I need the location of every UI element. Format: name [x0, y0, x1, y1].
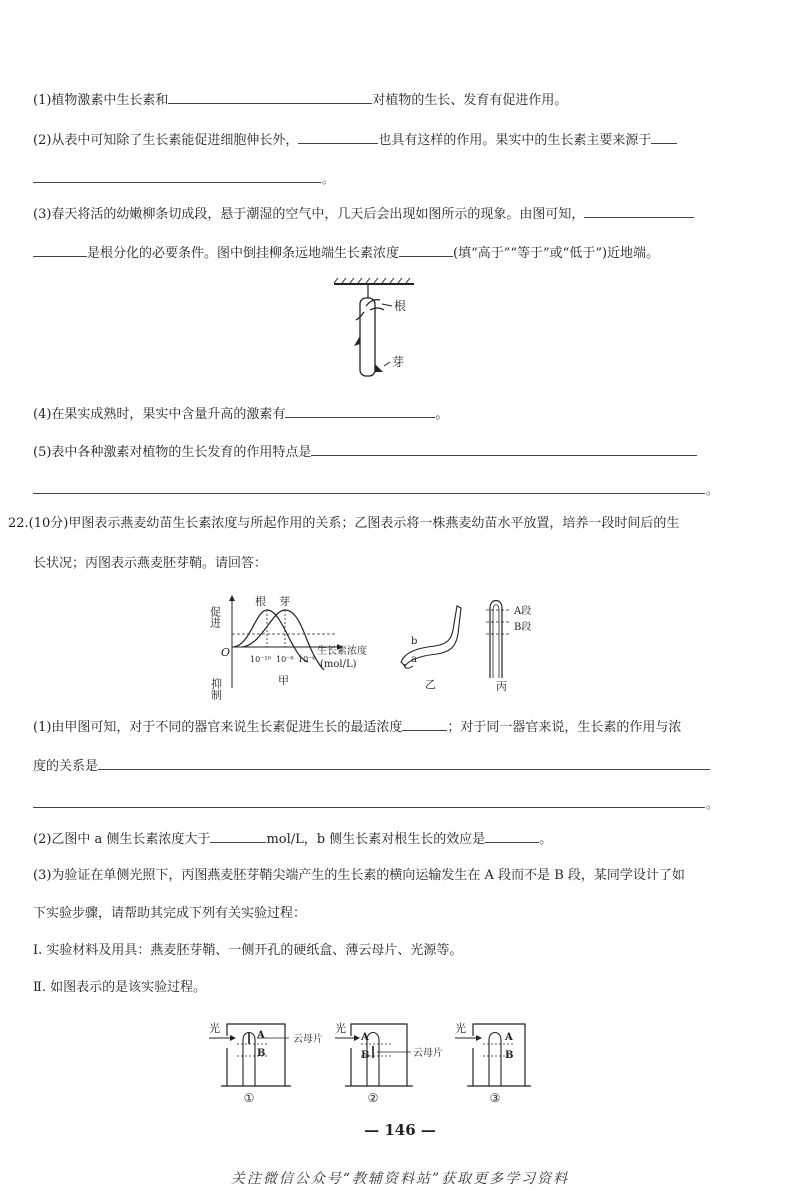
- origin-label: O: [221, 646, 231, 659]
- label-a: A: [257, 1030, 265, 1041]
- label-b: B: [505, 1050, 514, 1061]
- experiment-setup-2: [335, 1021, 443, 1105]
- answer-blank[interactable]: [485, 830, 539, 843]
- period: 。: [322, 172, 335, 186]
- answer-blank[interactable]: [584, 205, 694, 218]
- answer-blank[interactable]: [168, 91, 372, 104]
- q22-part3: (3)为验证在单侧光照下，丙图燕麦胚芽鞘尖端产生的生长素的横向运输发生在 A 段而不是 B 段，某同学设计了如: [33, 868, 685, 883]
- mica-label: 云母片: [413, 1048, 443, 1059]
- label-segment-b: B段: [514, 622, 532, 633]
- answer-blank[interactable]: [402, 718, 447, 731]
- mica-label: 云母片: [293, 1034, 323, 1045]
- label-segment-a: A段: [514, 606, 532, 617]
- light-label: 光: [335, 1022, 346, 1035]
- q21-part4: (4)在果实成熟时，果实中含量升高的激素有 。: [33, 407, 449, 422]
- willow-cutting: [360, 298, 375, 376]
- label-side-b: b: [411, 636, 418, 647]
- q21-part2: (2)从表中可知除了生长素能促进细胞伸长外， 也具有这样的作用。果实中的生长素主要来源于: [33, 131, 677, 149]
- q22-step-ii: Ⅱ. 如图表示的是该实验过程。: [33, 980, 207, 995]
- period: 。: [706, 797, 719, 811]
- chart-auxin-concentration: [208, 590, 372, 700]
- label-curve-root: 根: [255, 595, 266, 608]
- x-axis-unit: (mol/L): [320, 659, 357, 670]
- label-b: B: [257, 1048, 266, 1059]
- q22-part1-cont: 度的关系是: [33, 757, 710, 775]
- figure-label-yi: 乙: [425, 678, 436, 691]
- figure-label-bing: 丙: [496, 680, 507, 693]
- coleoptile-outer: [490, 601, 502, 679]
- q21-part3-cont: 是根分化的必要条件。图中倒挂柳条远地端生长素浓度 (填“高于”“等于”或“低于”)近地端。: [33, 244, 659, 262]
- figure-label-jia: 甲: [278, 674, 289, 687]
- q22-part2: (2)乙图中 a 侧生长素浓度大于 mol/L，b 侧生长素对根生长的效应是 。: [33, 832, 553, 847]
- q22-part3-cont: 下实验步骤，请帮助其完成下列有关实验过程：: [33, 906, 307, 921]
- q22-part1: (1)由甲图可知，对于不同的器官来说生长素促进生长的最适浓度 ；对于同一器官来说，生长素的作用与浓: [33, 720, 682, 735]
- answer-blank[interactable]: [210, 830, 266, 843]
- answer-line[interactable]: [33, 807, 705, 808]
- figure-coleoptile: [480, 596, 550, 696]
- y-label-inhibit: 抑制: [209, 678, 223, 700]
- label-side-a: a: [411, 654, 417, 665]
- answer-blank[interactable]: [399, 244, 453, 257]
- label-bud: 芽: [392, 355, 405, 369]
- q21-part1: (1)植物激素中生长素和 对植物的生长、发育有促进作用。: [33, 93, 568, 108]
- label-b: B: [361, 1050, 370, 1061]
- label-a: A: [361, 1032, 369, 1043]
- experiment-setup-3: [455, 1021, 531, 1105]
- period: 。: [706, 483, 719, 497]
- setup-number-1: ①: [243, 1091, 255, 1105]
- bud-shape: [354, 336, 360, 346]
- x-axis-label: 生长素浓度: [317, 646, 367, 657]
- answer-blank[interactable]: [311, 443, 697, 456]
- page-number: — 146 —: [364, 1121, 436, 1139]
- answer-line[interactable]: [33, 493, 705, 494]
- setup-number-2: ②: [367, 1091, 379, 1105]
- q21-part3: (3)春天将活的幼嫩柳条切成段，悬于潮湿的空气中，几天后会出现如图所示的现象。由图可知，: [33, 205, 694, 223]
- answer-blank[interactable]: [33, 244, 87, 257]
- q22-intro-cont: 长状况；丙图表示燕麦胚芽鞘。请回答：: [33, 556, 268, 571]
- seedling-shape: [401, 606, 461, 666]
- tick-label: 10⁻¹⁰: [250, 655, 271, 664]
- answer-blank[interactable]: [98, 757, 710, 770]
- label-curve-bud: 芽: [279, 595, 290, 608]
- answer-blank[interactable]: [285, 405, 435, 418]
- bud-shape: [375, 364, 383, 372]
- tick-label: 10⁻⁸: [276, 655, 294, 664]
- answer-blank[interactable]: [651, 131, 677, 144]
- q21-part5: (5)表中各种激素对植物的生长发育的作用特点是: [33, 443, 697, 461]
- willow-cutting-figure: [330, 278, 440, 386]
- light-label: 光: [209, 1022, 220, 1035]
- q22-intro: 22.(10分)甲图表示燕麦幼苗生长素浓度与所起作用的关系；乙图表示将一株燕麦幼苗水平放置，培养一段时间后的生: [8, 516, 680, 531]
- experiment-setup-1: [209, 1021, 323, 1105]
- answer-line[interactable]: [33, 182, 321, 183]
- q22-step-i: Ⅰ. 实验材料及用具：燕麦胚芽鞘、一侧开孔的硬纸盒、薄云母片、光源等。: [33, 943, 463, 958]
- figure-horizontal-seedling: [395, 600, 470, 695]
- answer-blank[interactable]: [298, 131, 378, 144]
- experiment-figures: [205, 1018, 565, 1110]
- label-root: 根: [394, 299, 407, 313]
- label-a: A: [505, 1032, 513, 1043]
- y-label-promote: 促进: [208, 606, 222, 628]
- light-label: 光: [455, 1022, 466, 1035]
- setup-number-3: ③: [489, 1091, 501, 1105]
- footer-note: 关注微信公众号“教辅资料站”获取更多学习资料: [230, 1171, 570, 1187]
- tick-label: 10⁻⁶: [298, 655, 316, 664]
